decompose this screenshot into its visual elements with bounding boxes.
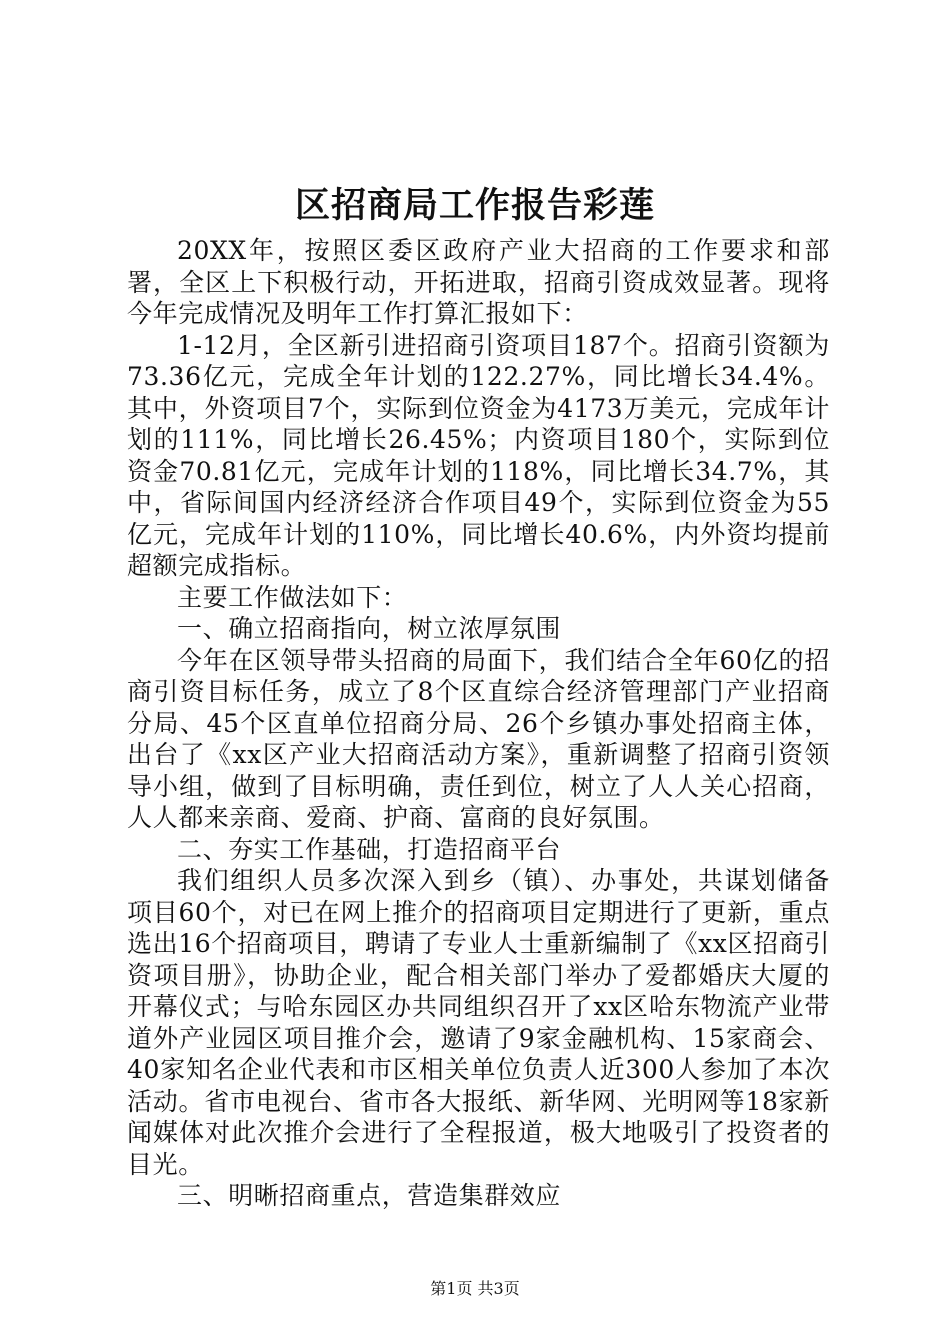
- page-footer: [0, 1278, 950, 1300]
- section-heading-1: 一、确立招商指向，树立浓厚氛围: [177, 614, 562, 643]
- paragraph-section-1: 今年在区领导带头招商的局面下，我们结合全年60亿的招商引资目标任务，成立了8个区直综合经济管理部门产业招商分局、45个区直单位招商分局、26个乡镇办事处招商主体，出台了《xx区产业大招商活动方案》，重新调整了招商引资领导小组，做到了目标明确，责任到位，树立了人人关心招商，人人都来亲商、爱商、护商、富商的良好氛围。: [127, 645, 830, 832]
- paragraph-methods-heading: 主要工作做法如下：: [177, 582, 408, 612]
- document-title: 区招商局工作报告彩莲: [294, 186, 655, 226]
- section-heading-3: 三、明晰招商重点，营造集群效应: [177, 1181, 562, 1210]
- paragraph-section-2: 我们组织人员多次深入到乡（镇）、办事处，共谋划储备项目60个，对已在网上推介的招商项目定期进行了更新，重点选出16个招商项目，聘请了专业人士重新编制了《xx区招商引资项目册》，协助企业，配合相关部门举办了爱都婚庆大厦的开幕仪式；与哈东园区办共同组织召开了xx区哈东物流产业带道外产业园区项目推介会，邀请了9家金融机构、15家商会、40家知名企业代表和市区相关单位负责人近300人参加了本次活动。省市电视台、省市各大报纸、新华网、光明网等18家新闻媒体对此次推介会进行了全程报道，极大地吸引了投资者的目光。: [127, 866, 830, 1179]
- page-indicator: 第1页 共3页: [430, 1279, 520, 1298]
- section-heading-2: 二、夯实工作基础，打造招商平台: [177, 834, 562, 864]
- paragraph-statistics: 1-12月，全区新引进招商引资项目187个。招商引资额为73.36亿元，完成全年计划的122.27%，同比增长34.4%。其中，外资项目7个，实际到位资金为4173万美元，完成年计划的111%，同比增长26.45%；内资项目180个，实际到位资金70.81亿元，完成年计划的118%，同比增长34.7%，其中，省际间国内经济经济合作项目49个，实际到位资金为55亿元，完成年计划的110%，同比增长40.6%，内外资均提前超额完成指标。: [127, 330, 830, 580]
- document-body: [127, 235, 830, 1212]
- paragraph-intro: 20XX年，按照区委区政府产业大招商的工作要求和部署，全区上下积极行动，开拓进取，招商引资成效显著。现将今年完成情况及明年工作打算汇报如下：: [127, 236, 830, 328]
